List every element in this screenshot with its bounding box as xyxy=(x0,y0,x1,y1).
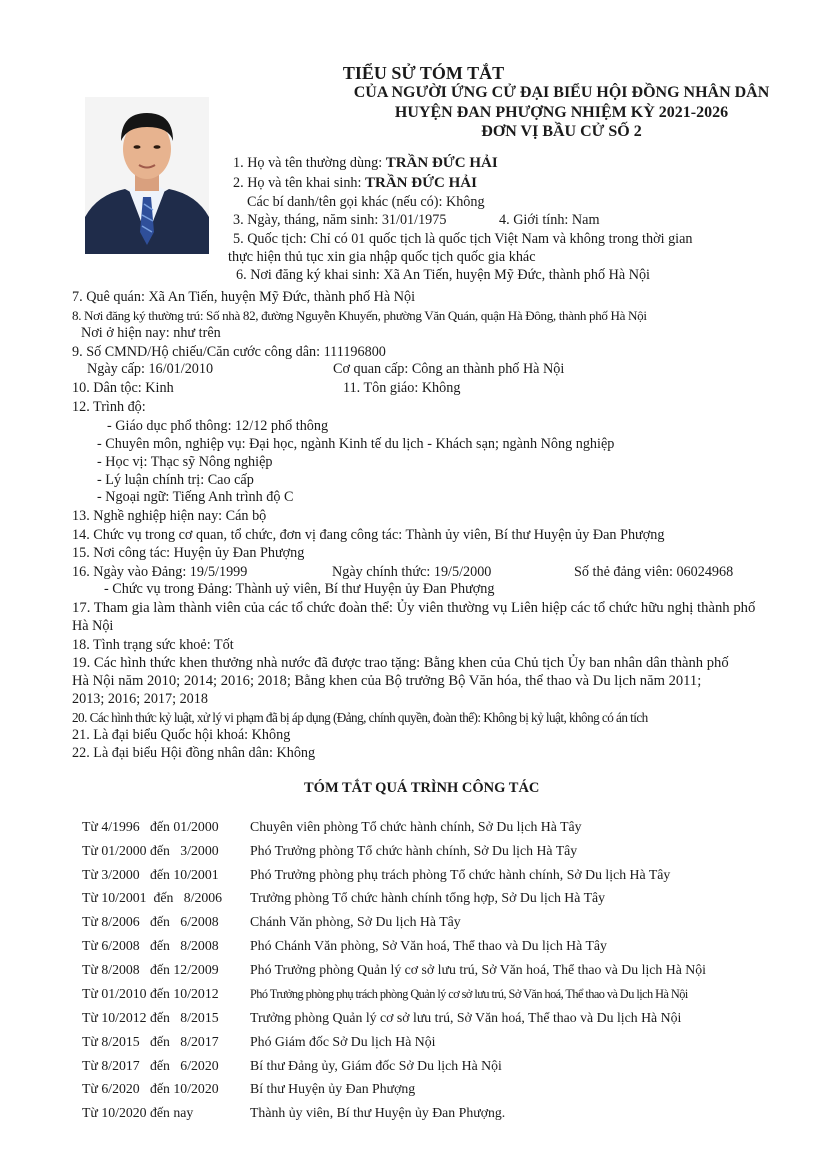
field-id-number: 9. Số CMND/Hộ chiếu/Căn cước công dân: 111196800 xyxy=(72,344,386,360)
field-education-heading: 12. Trình độ: xyxy=(72,399,146,415)
field-gender: 4. Giới tính: Nam xyxy=(499,212,600,228)
field-party-join-date: 16. Ngày vào Đảng: 19/5/1999 xyxy=(72,564,248,580)
field-peoples-council: 22. Là đại biểu Hội đồng nhân dân: Không xyxy=(72,745,316,761)
work-history-period: Từ 8/2008 đến 12/2009 xyxy=(82,962,219,977)
work-history-period: Từ 4/1996 đến 01/2000 xyxy=(82,819,219,834)
field-nationality-cont: thực hiện thủ tục xin gia nhập quốc tịch quốc gia khác xyxy=(228,249,536,265)
field-organizations-cont: Hà Nội xyxy=(72,618,114,634)
field-ethnicity: 10. Dân tộc: Kinh xyxy=(72,380,174,396)
document-title: TIỂU SỬ TÓM TẮT xyxy=(342,63,505,83)
work-history-description: Chuyên viên phòng Tổ chức hành chính, Sở Du lịch Hà Tây xyxy=(250,819,582,834)
field-date-of-birth: 3. Ngày, tháng, năm sinh: 31/01/1975 xyxy=(233,212,447,228)
field-religion: 11. Tôn giáo: Không xyxy=(343,380,461,396)
field-current-residence: Nơi ở hiện nay: như trên xyxy=(81,325,221,341)
work-history-period: Từ 10/2012 đến 8/2015 xyxy=(82,1010,219,1025)
education-item: - Chuyên môn, nghiệp vụ: Đại học, ngành Kinh tế du lịch - Khách sạn; ngành Nông nghiệp xyxy=(97,436,615,452)
field-birth-registration: 6. Nơi đăng ký khai sinh: Xã An Tiến, huyện Mỹ Đức, thành phố Hà Nội xyxy=(236,267,650,283)
field-party-card-number: Số thẻ đảng viên: 06024968 xyxy=(574,564,734,580)
field-party-position: - Chức vụ trong Đảng: Thành uỷ viên, Bí thư Huyện ủy Đan Phượng xyxy=(104,581,495,597)
field-hometown: 7. Quê quán: Xã An Tiến, huyện Mỹ Đức, thành phố Hà Nội xyxy=(72,289,416,305)
title-line-2: HUYỆN ĐAN PHƯỢNG NHIỆM KỲ 2021-2026 xyxy=(394,104,729,121)
field-common-name-label: 1. Họ và tên thường dùng: xyxy=(233,155,386,171)
work-history-period: Từ 10/2020 đến nay xyxy=(82,1105,194,1120)
field-position: 14. Chức vụ trong cơ quan, tổ chức, đơn vị đang công tác: Thành ủy viên, Bí thư Huyện ủy Đan Phượng xyxy=(72,527,665,543)
field-organizations: 17. Tham gia làm thành viên của các tổ chức đoàn thể: Ủy viên thường vụ Liên hiệp các tổ chức hữu nghị thành phố xyxy=(72,600,756,616)
field-occupation: 13. Nghề nghiệp hiện nay: Cán bộ xyxy=(72,508,267,524)
work-history-description: Phó Giám đốc Sở Du lịch Hà Nội xyxy=(250,1034,436,1049)
field-national-assembly: 21. Là đại biểu Quốc hội khoá: Không xyxy=(72,727,291,743)
work-history-description: Phó Trưởng phòng Quản lý cơ sở lưu trú, Sở Văn hoá, Thể thao và Du lịch Hà Nội xyxy=(250,962,706,977)
work-history-description: Trưởng phòng Tổ chức hành chính tổng hợp, Sở Du lịch Hà Tây xyxy=(250,890,606,905)
field-id-issue-date: Ngày cấp: 16/01/2010 xyxy=(87,361,214,377)
work-history-period: Từ 8/2017 đến 6/2020 xyxy=(82,1058,219,1073)
work-history-period: Từ 6/2020 đến 10/2020 xyxy=(82,1081,219,1096)
work-history-period: Từ 8/2006 đến 6/2008 xyxy=(82,914,219,929)
education-item: - Giáo dục phổ thông: 12/12 phổ thông xyxy=(107,418,329,434)
title-line-3: ĐƠN VỊ BẦU CỬ SỐ 2 xyxy=(481,123,642,140)
work-history-description: Phó Chánh Văn phòng, Sở Văn hoá, Thể thao và Du lịch Hà Tây xyxy=(250,938,607,953)
field-permanent-residence: 8. Nơi đăng ký thường trú: Số nhà 82, đường Nguyễn Khuyến, phường Văn Quán, quận Hà Đông, thành phố Hà Nội xyxy=(72,308,647,323)
title-line-1: CỦA NGƯỜI ỨNG CỬ ĐẠI BIỂU HỘI ĐỒNG NHÂN DÂN xyxy=(353,84,770,101)
work-history-description: Chánh Văn phòng, Sở Du lịch Hà Tây xyxy=(250,914,461,929)
education-item: - Ngoại ngữ: Tiếng Anh trình độ C xyxy=(97,489,294,505)
work-history-period: Từ 01/2000 đến 3/2000 xyxy=(82,843,219,858)
field-awards-cont: Hà Nội năm 2010; 2014; 2016; 2018; Bằng khen của Bộ trưởng Bộ Văn hóa, thể thao và Du lịch năm 2011; xyxy=(72,673,702,689)
work-history-period: Từ 01/2010 đến 10/2012 xyxy=(82,986,219,1001)
field-health: 18. Tình trạng sức khoẻ: Tốt xyxy=(72,637,234,653)
work-history-description: Thành ủy viên, Bí thư Huyện ủy Đan Phượng. xyxy=(250,1105,506,1120)
work-history-title: TÓM TẮT QUÁ TRÌNH CÔNG TÁC xyxy=(304,780,540,796)
work-history-description: Bí thư Huyện ủy Đan Phượng xyxy=(250,1081,416,1096)
work-history-description: Phó Trưởng phòng Tổ chức hành chính, Sở Du lịch Hà Tây xyxy=(250,843,578,858)
work-history-description: Phó Trưởng phòng phụ trách phòng Tổ chức hành chính, Sở Du lịch Hà Tây xyxy=(250,867,671,882)
work-history-description: Trưởng phòng Quản lý cơ sở lưu trú, Sở Văn hoá, Thể thao và Du lịch Hà Nội xyxy=(250,1010,682,1025)
field-nationality: 5. Quốc tịch: Chỉ có 01 quốc tịch là quốc tịch Việt Nam và không trong thời gian xyxy=(233,231,693,247)
field-birth-name xyxy=(233,175,477,192)
work-history-period: Từ 3/2000 đến 10/2001 xyxy=(82,867,219,882)
field-party-official-date: Ngày chính thức: 19/5/2000 xyxy=(332,564,492,580)
work-history-period: Từ 6/2008 đến 8/2008 xyxy=(82,938,219,953)
field-birth-name-label: 2. Họ và tên khai sinh: xyxy=(233,175,366,191)
field-awards: 19. Các hình thức khen thưởng nhà nước đã được trao tặng: Bằng khen của Chủ tịch Ủy ban nhân dân thành phố xyxy=(72,655,729,671)
candidate-portrait-photo xyxy=(85,97,209,254)
work-history-description: Phó Trưởng phòng phụ trách phòng Quản lý cơ sở lưu trú, Sở Văn hoá, Thể thao và Du lịch Hà Nội xyxy=(250,987,688,1001)
field-common-name-value: TRẦN ĐỨC HẢI xyxy=(385,155,498,171)
field-aliases: Các bí danh/tên gọi khác (nếu có): Không xyxy=(247,194,485,210)
work-history-period: Từ 10/2001 đến 8/2006 xyxy=(82,890,223,905)
work-history-description: Bí thư Đảng ủy, Giám đốc Sở Du lịch Hà Nội xyxy=(250,1058,502,1073)
field-workplace: 15. Nơi công tác: Huyện ủy Đan Phượng xyxy=(72,545,305,561)
field-discipline: 20. Các hình thức kỷ luật, xử lý vi phạm đã bị áp dụng (Đảng, chính quyền, đoàn thể): Không bị kỷ luật, không có án tích xyxy=(72,710,648,725)
field-awards-cont: 2013; 2016; 2017; 2018 xyxy=(72,691,208,707)
field-id-issuer: Cơ quan cấp: Công an thành phố Hà Nội xyxy=(333,361,565,377)
work-history-period: Từ 8/2015 đến 8/2017 xyxy=(82,1034,219,1049)
education-item: - Lý luận chính trị: Cao cấp xyxy=(97,472,254,488)
field-birth-name-value: TRẦN ĐỨC HẢI xyxy=(365,175,477,191)
field-common-name xyxy=(233,155,498,172)
education-item: - Học vị: Thạc sỹ Nông nghiệp xyxy=(97,454,273,470)
